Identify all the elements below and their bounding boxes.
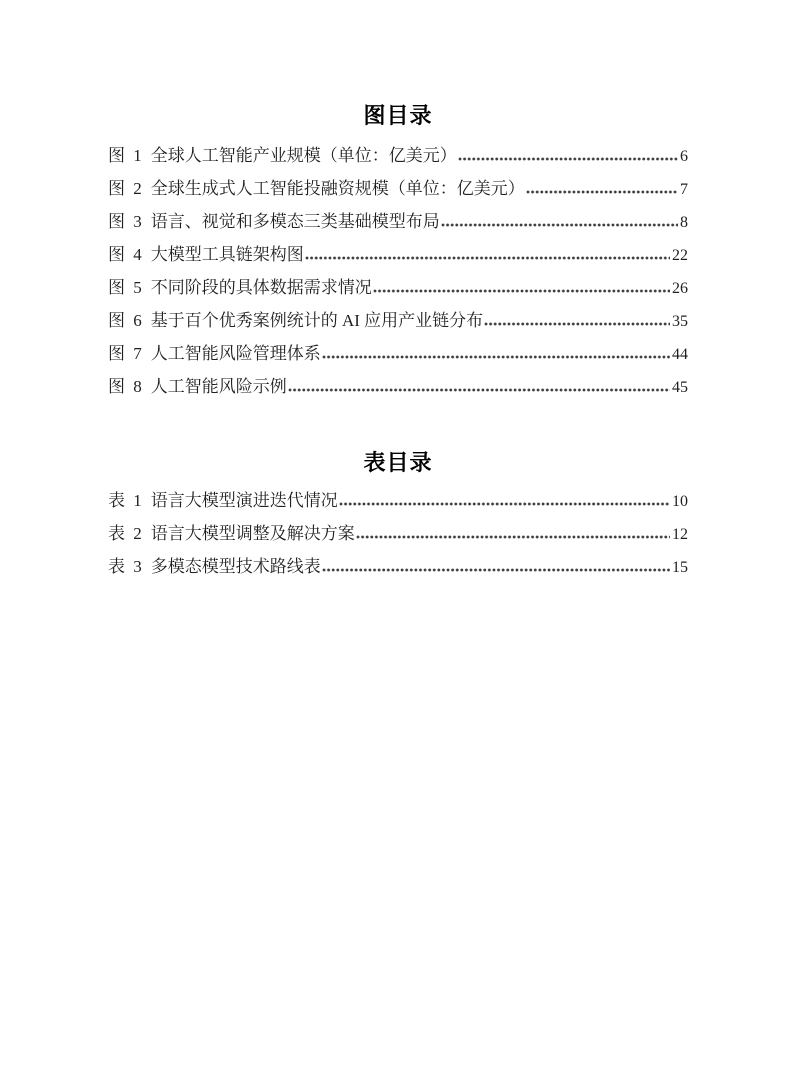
entry-label: 图 2 [108,179,142,198]
toc-entry-figure-5 [108,271,688,304]
toc-entry-figure-8 [108,370,688,403]
entry-title: 人工智能风险示例 [150,377,287,396]
figure-toc-list [108,139,688,403]
entry-page: 10 [672,493,688,510]
entry-title: 语言、视觉和多模态三类基础模型布局 [150,212,440,231]
toc-entry-figure-2 [108,172,688,205]
dot-leader [356,535,670,539]
toc-entry-figure-6 [108,304,688,337]
dot-leader [288,388,670,392]
entry-page: 15 [672,559,688,576]
toc-entry-table-2 [108,517,688,550]
dot-leader [373,289,670,293]
entry-label: 图 4 [108,245,142,264]
entry-title: 多模态模型技术路线表 [150,557,321,576]
entry-page: 26 [672,280,688,297]
entry-page: 6 [680,148,688,165]
entry-title: 基于百个优秀案例统计的 AI 应用产业链分布 [150,311,484,330]
toc-entry-figure-1 [108,139,688,172]
entry-title: 不同阶段的具体数据需求情况 [150,278,372,297]
entry-page: 12 [672,526,688,543]
dot-leader [458,157,678,161]
dot-leader [322,568,670,572]
dot-leader [322,355,670,359]
table-toc-title: 表目录 [363,450,433,475]
figure-toc-title: 图目录 [363,103,433,128]
entry-label: 图 7 [108,344,142,363]
entry-label: 图 3 [108,212,142,231]
toc-entry-figure-3 [108,205,688,238]
toc-entry-table-3 [108,550,688,583]
entry-page: 22 [672,247,688,264]
dot-leader [484,322,670,326]
dot-leader [441,223,678,227]
entry-label: 表 1 [108,491,142,510]
entry-label: 表 2 [108,524,142,543]
entry-label: 图 6 [108,311,142,330]
entry-label: 图 5 [108,278,142,297]
entry-title: 语言大模型演进迭代情况 [150,491,338,510]
entry-title: 全球生成式人工智能投融资规模（单位：亿美元） [150,179,525,198]
entry-page: 7 [680,181,688,198]
dot-leader [305,256,670,260]
entry-page: 44 [672,346,688,363]
entry-label: 图 1 [108,146,142,165]
entry-page: 8 [680,214,688,231]
toc-entry-table-1 [108,484,688,517]
entry-label: 图 8 [108,377,142,396]
figure-toc-section [108,100,688,403]
entry-page: 45 [672,379,688,396]
entry-title: 人工智能风险管理体系 [150,344,321,363]
entry-title: 大模型工具链架构图 [150,245,304,264]
toc-entry-figure-7 [108,337,688,370]
table-toc-list [108,484,688,583]
dot-leader [339,502,670,506]
entry-title: 语言大模型调整及解决方案 [150,524,355,543]
toc-entry-figure-4 [108,238,688,271]
entry-title: 全球人工智能产业规模（单位：亿美元） [150,146,457,165]
entry-label: 表 3 [108,557,142,576]
table-toc-section [108,447,688,583]
dot-leader [526,190,678,194]
entry-page: 35 [672,313,688,330]
